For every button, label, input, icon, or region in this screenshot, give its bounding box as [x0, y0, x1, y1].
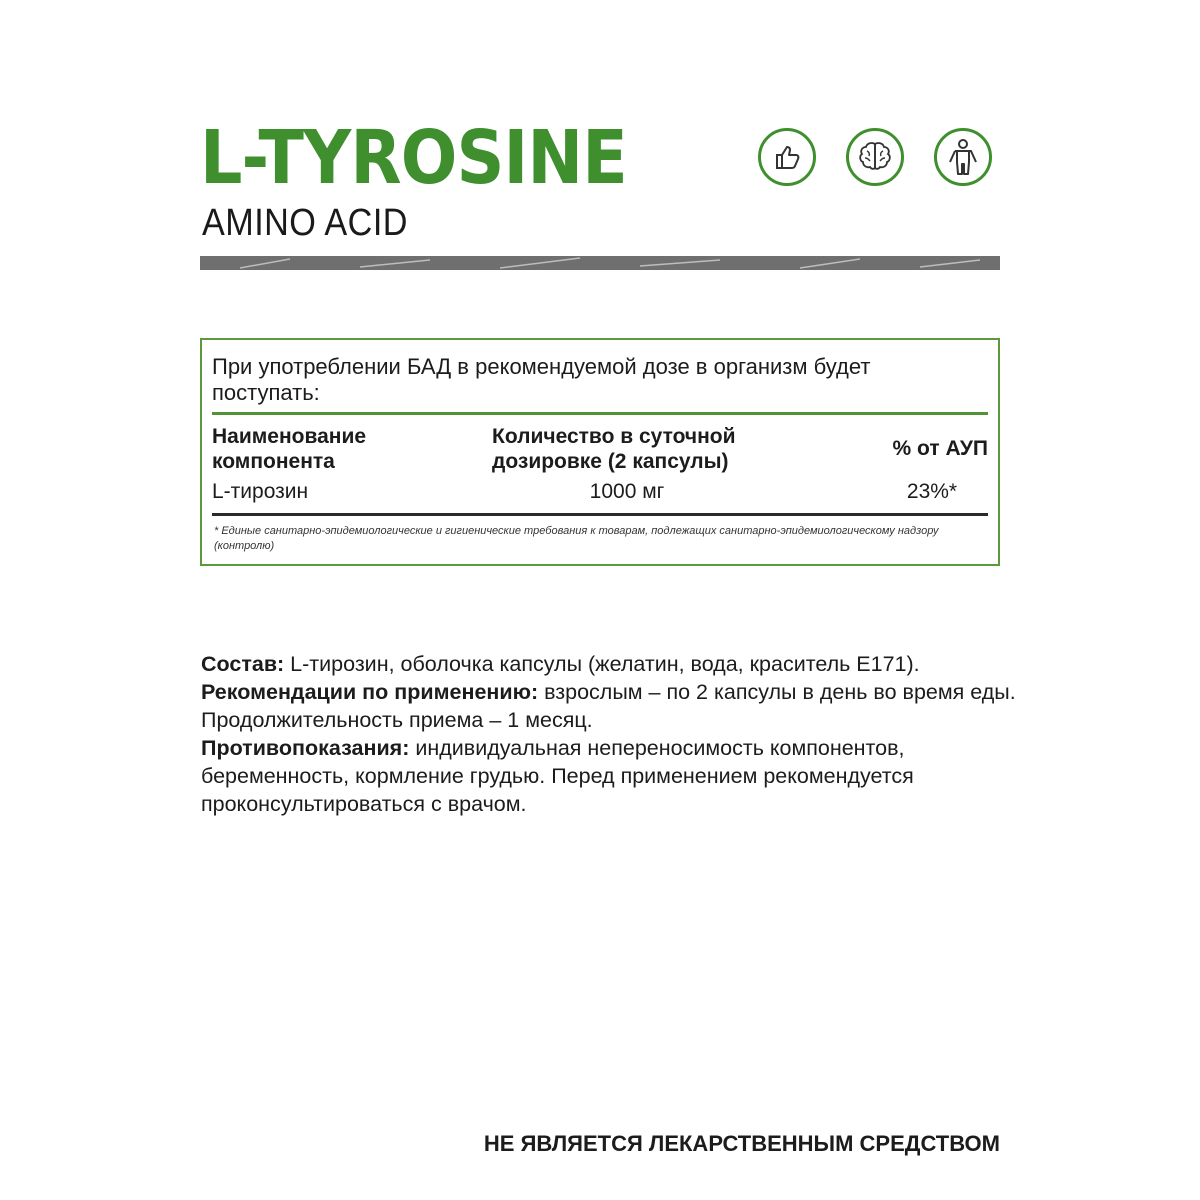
- table-bottom-rule: [212, 513, 988, 516]
- table-intro: При употреблении БАД в рекомендуемой дозе в организм будет поступать:: [212, 354, 871, 405]
- column-header-percent: % от АУП: [892, 437, 988, 460]
- contraindications-label: Противопоказания:: [201, 736, 410, 760]
- benefit-icons: [758, 128, 1000, 192]
- table-cell-name: L-тирозин: [212, 480, 309, 503]
- contraindications-paragraph: [201, 734, 1021, 818]
- table-divider: [212, 412, 988, 415]
- table-cell-amount: 1000 мг: [589, 480, 665, 503]
- usage-label: Рекомендации по применению:: [201, 680, 539, 704]
- composition-paragraph: [201, 650, 1021, 678]
- column-header-component: Наименование компонента: [212, 425, 367, 473]
- product-subtitle: AMINO ACID: [202, 202, 408, 244]
- product-title: L-TYROSINE: [200, 115, 627, 201]
- human-body-icon: [934, 128, 992, 186]
- thumbs-up-icon: [758, 128, 816, 186]
- not-medicine-disclaimer: НЕ ЯВЛЯЕТСЯ ЛЕКАРСТВЕННЫМ СРЕДСТВОМ: [483, 1131, 1000, 1156]
- composition-text: L-тирозин, оболочка капсулы (желатин, вода, краситель Е171).: [284, 652, 920, 676]
- product-description: [201, 650, 1021, 818]
- decorative-stripe: [200, 256, 1000, 270]
- nutrition-table: [200, 338, 1000, 566]
- composition-label: Состав:: [201, 652, 285, 676]
- column-header-amount: Количество в суточной дозировке (2 капсулы): [492, 425, 736, 473]
- table-footnote: * Единые санитарно-эпидемиологические и гигиенические требования к товарам, подлежащих санитарно-эпидемиологическому надзору (контролю): [214, 525, 939, 552]
- table-cell-percent: 23%*: [906, 480, 958, 503]
- brain-icon: [846, 128, 904, 186]
- contraindications-text: индивидуальная непереносимость компонентов, беременность, кормление грудью. Перед применением рекомендуется проконсультироваться с врачом.: [201, 736, 914, 816]
- usage-text: взрослым – по 2 капсулы в день во время еды. Продолжительность приема – 1 месяц.: [201, 680, 1016, 732]
- usage-paragraph: [201, 678, 1021, 734]
